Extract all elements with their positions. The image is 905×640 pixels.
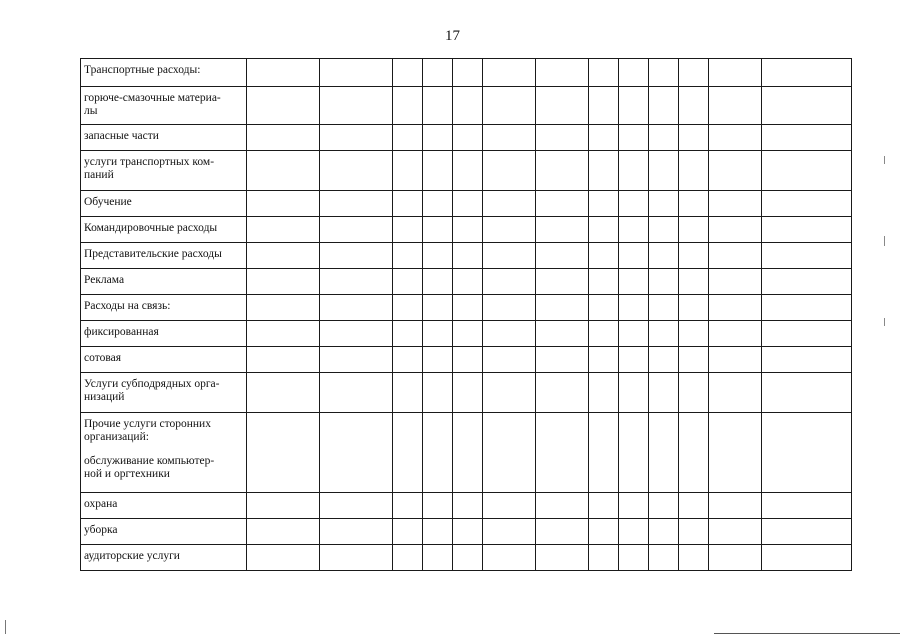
empty-cell (483, 413, 536, 493)
empty-cell (453, 413, 483, 493)
empty-cell (320, 347, 393, 373)
empty-cell (483, 373, 536, 413)
empty-cell (536, 413, 589, 493)
empty-cell (320, 321, 393, 347)
empty-cell (453, 295, 483, 321)
row-label-cell (81, 519, 247, 545)
empty-cell (762, 269, 852, 295)
empty-cell (423, 191, 453, 217)
empty-cell (589, 373, 619, 413)
empty-cell (536, 217, 589, 243)
empty-cell (679, 243, 709, 269)
empty-cell (483, 87, 536, 125)
empty-cell (709, 373, 762, 413)
empty-cell (762, 151, 852, 191)
empty-cell (453, 519, 483, 545)
table-row (81, 151, 852, 191)
empty-cell (619, 519, 649, 545)
label-spacer (84, 444, 243, 455)
empty-cell (393, 373, 423, 413)
empty-cell (649, 295, 679, 321)
empty-cell (247, 191, 320, 217)
empty-cell (649, 151, 679, 191)
empty-cell (589, 59, 619, 87)
empty-cell (423, 413, 453, 493)
empty-cell (619, 243, 649, 269)
empty-cell (762, 59, 852, 87)
empty-cell (423, 59, 453, 87)
empty-cell (619, 413, 649, 493)
empty-cell (247, 243, 320, 269)
margin-mark (884, 156, 885, 164)
empty-cell (423, 151, 453, 191)
empty-cell (589, 493, 619, 519)
empty-cell (679, 413, 709, 493)
empty-cell (619, 59, 649, 87)
table-row (81, 347, 852, 373)
empty-cell (453, 493, 483, 519)
empty-cell (453, 243, 483, 269)
empty-cell (619, 217, 649, 243)
empty-cell (619, 321, 649, 347)
empty-cell (649, 87, 679, 125)
empty-cell (589, 295, 619, 321)
empty-cell (709, 191, 762, 217)
empty-cell (762, 217, 852, 243)
expense-table (80, 58, 852, 571)
empty-cell (247, 269, 320, 295)
empty-cell (762, 191, 852, 217)
table-row (81, 269, 852, 295)
empty-cell (483, 519, 536, 545)
empty-cell (483, 321, 536, 347)
row-label-cell (81, 243, 247, 269)
empty-cell (247, 321, 320, 347)
empty-cell (679, 125, 709, 151)
empty-cell (679, 87, 709, 125)
empty-cell (483, 295, 536, 321)
empty-cell (247, 59, 320, 87)
empty-cell (709, 243, 762, 269)
empty-cell (483, 347, 536, 373)
empty-cell (709, 59, 762, 87)
empty-cell (453, 87, 483, 125)
empty-cell (709, 269, 762, 295)
empty-cell (536, 321, 589, 347)
empty-cell (423, 545, 453, 571)
empty-cell (589, 321, 619, 347)
empty-cell (589, 347, 619, 373)
empty-cell (423, 519, 453, 545)
row-label: услуги транспортных ком- (84, 156, 215, 168)
empty-cell (536, 545, 589, 571)
empty-cell (589, 191, 619, 217)
empty-cell (393, 87, 423, 125)
empty-cell (649, 217, 679, 243)
empty-cell (679, 519, 709, 545)
empty-cell (536, 269, 589, 295)
empty-cell (320, 151, 393, 191)
empty-cell (453, 151, 483, 191)
empty-cell (423, 373, 453, 413)
row-label: фиксированная (84, 326, 159, 338)
row-label: Услуги субподрядных орга- (84, 378, 220, 390)
row-label-cell (81, 493, 247, 519)
empty-cell (453, 269, 483, 295)
table-row (81, 191, 852, 217)
empty-cell (709, 545, 762, 571)
margin-mark (884, 318, 885, 326)
table-row (81, 519, 852, 545)
empty-cell (619, 493, 649, 519)
empty-cell (649, 243, 679, 269)
empty-cell (679, 373, 709, 413)
empty-cell (247, 217, 320, 243)
table-row (81, 413, 852, 493)
empty-cell (709, 413, 762, 493)
empty-cell (423, 321, 453, 347)
empty-cell (536, 519, 589, 545)
empty-cell (483, 545, 536, 571)
table-row (81, 59, 852, 87)
row-label-cell (81, 217, 247, 243)
empty-cell (423, 243, 453, 269)
empty-cell (762, 347, 852, 373)
table-row (81, 125, 852, 151)
empty-cell (423, 87, 453, 125)
empty-cell (483, 217, 536, 243)
empty-cell (536, 87, 589, 125)
empty-cell (423, 493, 453, 519)
empty-cell (589, 545, 619, 571)
empty-cell (762, 373, 852, 413)
empty-cell (709, 321, 762, 347)
row-label-cell (81, 413, 247, 493)
empty-cell (762, 125, 852, 151)
empty-cell (536, 151, 589, 191)
empty-cell (762, 519, 852, 545)
empty-cell (536, 125, 589, 151)
empty-cell (320, 295, 393, 321)
empty-cell (247, 125, 320, 151)
empty-cell (247, 295, 320, 321)
row-label-cell (81, 59, 247, 87)
row-label-cell (81, 295, 247, 321)
empty-cell (453, 373, 483, 413)
empty-cell (589, 87, 619, 125)
empty-cell (320, 87, 393, 125)
empty-cell (393, 321, 423, 347)
empty-cell (423, 217, 453, 243)
table-row (81, 545, 852, 571)
row-label-cell (81, 373, 247, 413)
empty-cell (619, 87, 649, 125)
empty-cell (762, 493, 852, 519)
empty-cell (679, 347, 709, 373)
empty-cell (483, 191, 536, 217)
empty-cell (649, 519, 679, 545)
empty-cell (483, 493, 536, 519)
row-label: Командировочные расходы (84, 222, 218, 234)
row-label-cell (81, 269, 247, 295)
empty-cell (649, 269, 679, 295)
empty-cell (320, 59, 393, 87)
empty-cell (679, 295, 709, 321)
empty-cell (453, 191, 483, 217)
empty-cell (649, 413, 679, 493)
row-label: Обучение (84, 196, 132, 208)
page-number: 17 (445, 28, 460, 44)
empty-cell (679, 493, 709, 519)
empty-cell (483, 125, 536, 151)
empty-cell (536, 347, 589, 373)
row-label: уборка (84, 524, 118, 536)
empty-cell (536, 373, 589, 413)
row-label-cell (81, 545, 247, 571)
empty-cell (679, 217, 709, 243)
empty-cell (393, 519, 423, 545)
empty-cell (709, 125, 762, 151)
empty-cell (247, 373, 320, 413)
empty-cell (619, 373, 649, 413)
row-label: Расходы на связь: (84, 300, 171, 312)
empty-cell (393, 125, 423, 151)
row-label-cell (81, 87, 247, 125)
empty-cell (589, 125, 619, 151)
empty-cell (393, 217, 423, 243)
empty-cell (423, 347, 453, 373)
empty-cell (453, 545, 483, 571)
empty-cell (320, 269, 393, 295)
row-label: охрана (84, 498, 118, 510)
empty-cell (679, 321, 709, 347)
table-row (81, 373, 852, 413)
empty-cell (679, 269, 709, 295)
expense-table-body (81, 59, 852, 571)
empty-cell (589, 243, 619, 269)
empty-cell (453, 59, 483, 87)
empty-cell (483, 59, 536, 87)
empty-cell (679, 59, 709, 87)
empty-cell (320, 493, 393, 519)
row-label: аудиторские услуги (84, 550, 180, 562)
empty-cell (423, 125, 453, 151)
empty-cell (649, 321, 679, 347)
empty-cell (649, 191, 679, 217)
margin-mark (5, 620, 6, 634)
empty-cell (320, 243, 393, 269)
empty-cell (649, 59, 679, 87)
empty-cell (483, 151, 536, 191)
empty-cell (423, 269, 453, 295)
empty-cell (320, 545, 393, 571)
empty-cell (589, 519, 619, 545)
row-label: Реклама (84, 274, 125, 286)
empty-cell (709, 87, 762, 125)
row-label: паний (84, 169, 114, 181)
table-row (81, 87, 852, 125)
empty-cell (762, 295, 852, 321)
empty-cell (762, 321, 852, 347)
empty-cell (247, 493, 320, 519)
empty-cell (762, 413, 852, 493)
empty-cell (619, 545, 649, 571)
empty-cell (679, 151, 709, 191)
row-label: горюче-смазочные материа- (84, 92, 221, 104)
empty-cell (619, 191, 649, 217)
empty-cell (247, 519, 320, 545)
empty-cell (649, 125, 679, 151)
empty-cell (709, 519, 762, 545)
empty-cell (619, 347, 649, 373)
empty-cell (247, 347, 320, 373)
empty-cell (393, 151, 423, 191)
empty-cell (536, 493, 589, 519)
row-label: лы (84, 105, 98, 117)
empty-cell (762, 545, 852, 571)
empty-cell (247, 151, 320, 191)
row-label: запасные части (84, 130, 159, 142)
empty-cell (589, 269, 619, 295)
table-row (81, 493, 852, 519)
empty-cell (483, 243, 536, 269)
empty-cell (589, 151, 619, 191)
empty-cell (393, 243, 423, 269)
table-row (81, 321, 852, 347)
row-label: Представительские расходы (84, 248, 222, 260)
row-label: низаций (84, 391, 125, 403)
empty-cell (393, 413, 423, 493)
empty-cell (589, 413, 619, 493)
empty-cell (619, 295, 649, 321)
margin-mark (884, 236, 885, 246)
empty-cell (320, 191, 393, 217)
table-row (81, 243, 852, 269)
empty-cell (320, 125, 393, 151)
empty-cell (320, 413, 393, 493)
empty-cell (536, 191, 589, 217)
row-label-cell (81, 321, 247, 347)
table-row (81, 295, 852, 321)
empty-cell (247, 87, 320, 125)
empty-cell (453, 347, 483, 373)
empty-cell (536, 243, 589, 269)
row-label: Транспортные расходы: (84, 64, 201, 76)
empty-cell (393, 191, 423, 217)
row-label: Прочие услуги сторонних (84, 418, 211, 430)
empty-cell (762, 243, 852, 269)
footer-rule (714, 633, 900, 634)
row-label: организаций: (84, 431, 149, 443)
empty-cell (423, 295, 453, 321)
empty-cell (709, 493, 762, 519)
row-label-cell (81, 151, 247, 191)
empty-cell (320, 373, 393, 413)
empty-cell (453, 217, 483, 243)
empty-cell (453, 125, 483, 151)
empty-cell (393, 295, 423, 321)
empty-cell (536, 295, 589, 321)
empty-cell (393, 493, 423, 519)
empty-cell (483, 269, 536, 295)
empty-cell (649, 545, 679, 571)
empty-cell (619, 151, 649, 191)
table-row (81, 217, 852, 243)
empty-cell (709, 217, 762, 243)
empty-cell (709, 347, 762, 373)
row-label: ной и оргтехники (84, 468, 170, 480)
row-label-cell (81, 191, 247, 217)
empty-cell (536, 59, 589, 87)
row-label-cell (81, 125, 247, 151)
empty-cell (762, 87, 852, 125)
empty-cell (393, 59, 423, 87)
empty-cell (320, 217, 393, 243)
empty-cell (649, 347, 679, 373)
row-label-cell (81, 347, 247, 373)
empty-cell (679, 545, 709, 571)
empty-cell (453, 321, 483, 347)
empty-cell (393, 269, 423, 295)
empty-cell (709, 295, 762, 321)
empty-cell (709, 151, 762, 191)
empty-cell (679, 191, 709, 217)
empty-cell (619, 125, 649, 151)
empty-cell (247, 545, 320, 571)
empty-cell (589, 217, 619, 243)
row-label: обслуживание компьютер- (84, 455, 215, 467)
empty-cell (320, 519, 393, 545)
empty-cell (393, 545, 423, 571)
empty-cell (393, 347, 423, 373)
empty-cell (247, 413, 320, 493)
empty-cell (649, 493, 679, 519)
empty-cell (619, 269, 649, 295)
empty-cell (649, 373, 679, 413)
row-label: сотовая (84, 352, 121, 364)
